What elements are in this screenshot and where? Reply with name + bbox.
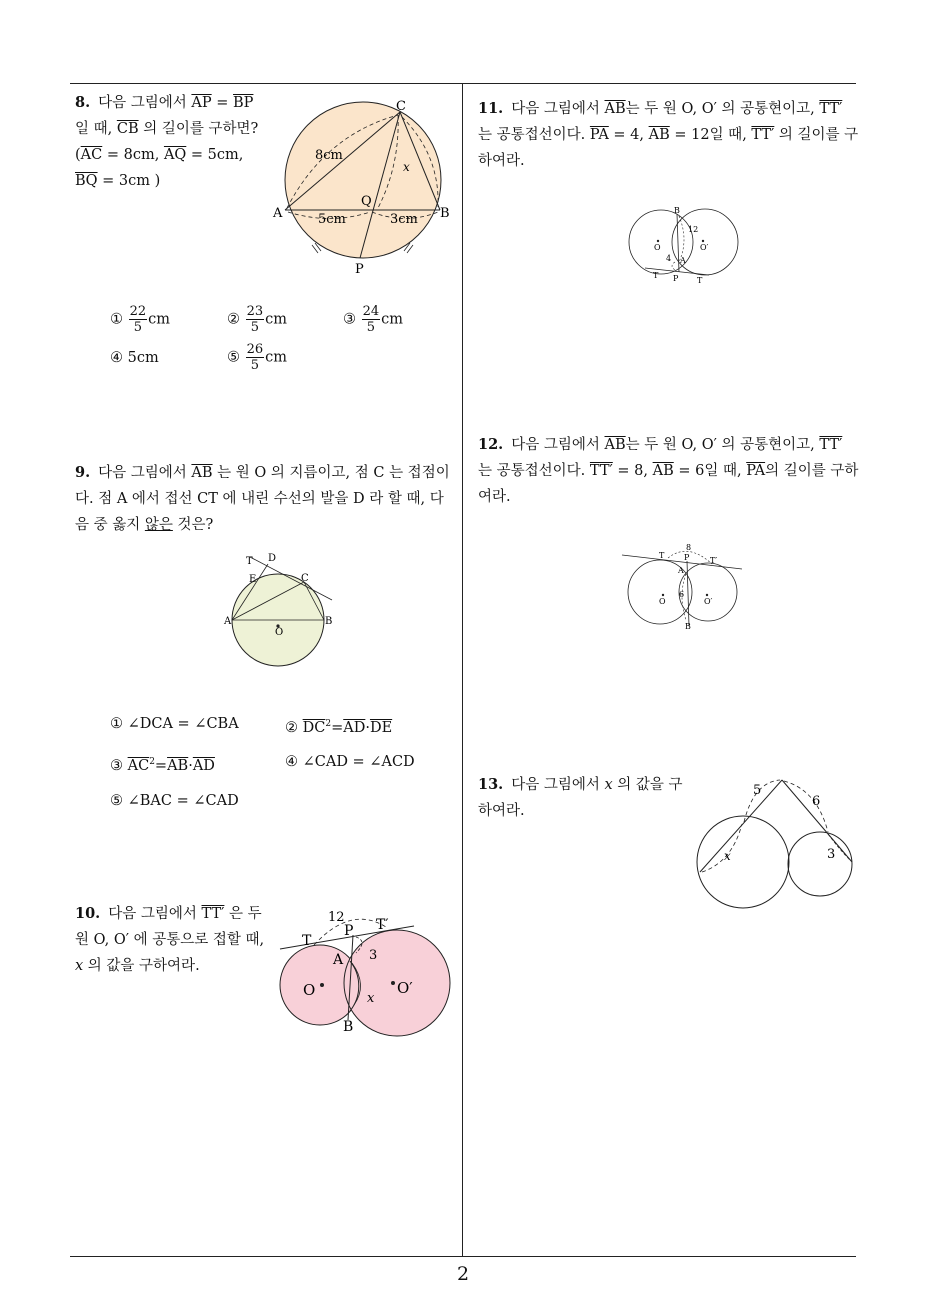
- label-3: 3: [369, 948, 378, 963]
- segment-tt: TT′: [201, 906, 225, 922]
- label-3: 3: [827, 847, 836, 862]
- center-dot: [391, 981, 395, 985]
- arc-dashed-4: [672, 262, 675, 270]
- fraction: $\frac{24}{5}$: [362, 304, 380, 335]
- problem-10-figure: [276, 905, 456, 1037]
- problem-11-figure: [625, 204, 745, 286]
- segment-ab: $\overline{AB}$: [604, 437, 626, 453]
- problem-number: 13.: [478, 776, 504, 793]
- center-dot: [320, 983, 324, 987]
- column-divider: [462, 84, 463, 1256]
- choice-2[interactable]: ② $\frac{23}{5}$ cm: [227, 304, 288, 335]
- choice-5[interactable]: ⑤ $\frac{26}{5}$ cm: [227, 342, 288, 373]
- label-x: x: [724, 849, 731, 863]
- label-q: Q: [361, 194, 372, 209]
- variable-x: x: [75, 958, 84, 974]
- segment-tt: TT′: [589, 463, 613, 479]
- problem-13-text: 13. 다음 그림에서 x 의 값을 구하여라.: [478, 776, 683, 819]
- problem-8-text: 8. 다음 그림에서 $\overline{AP} = \overline{BP}$ 일 때, $\overline{CB}$ 의 길이를 구하면? ($\overline{AC} = 8cm$, $\overline{AQ} = 5cm$, $\overline{BQ} = 3cm$ ): [75, 94, 259, 189]
- label-b: B: [440, 206, 450, 221]
- top-rule: [70, 83, 856, 84]
- page-number: 2: [456, 1263, 470, 1285]
- secant-right: [782, 780, 852, 862]
- label-5: 5: [753, 783, 762, 798]
- label-6: 6: [812, 794, 821, 809]
- label-12: 12: [328, 910, 345, 925]
- fraction: $\frac{23}{5}$: [246, 304, 264, 335]
- label-o-prime: O′: [700, 243, 709, 252]
- problem-13-figure: [692, 772, 857, 917]
- choice-3[interactable]: ③ $\overline{AC}^2=\overline{AB}\cdot\overline{AD}$: [110, 757, 215, 774]
- center-dot: [657, 240, 659, 242]
- label-t: T: [659, 551, 665, 560]
- label-p: P: [684, 553, 690, 562]
- segment-ab: $\overline{AB}$: [648, 127, 670, 143]
- problem-12-text: 12. 다음 그림에서 $\overline{AB}$는 두 원 O, O′ 의 공통현이고, TT′ 는 공통접선이다. TT′ = 8, $\overline{AB} = 6$일 때, $\overline{PA}$의 길이를 구하여라.: [478, 436, 859, 505]
- problem-number: 11.: [478, 100, 504, 117]
- arc-bp: $\overline{BP}$: [233, 95, 254, 111]
- label-o: O: [275, 627, 284, 638]
- variable-x: x: [604, 777, 613, 793]
- choice-4[interactable]: ④ 5cm: [110, 350, 159, 366]
- label-o-prime: O′: [704, 597, 713, 606]
- problem-9-text: 9. 다음 그림에서 $\overline{AB}$ 는 원 O 의 지름이고, 점 C 는 접점이다. 점 A 에서 접선 CT 에 내린 수선의 발을 D 라 할 때, 다음 중 옳지 않은 것은?: [75, 464, 450, 533]
- label-p: P: [344, 923, 354, 939]
- circle-o-prime: [672, 209, 738, 275]
- label-t: T: [246, 556, 253, 567]
- label-o: O: [654, 243, 661, 252]
- problem-11-text: 11. 다음 그림에서 $\overline{AB}$는 두 원 O, O′ 의 공통현이고, TT′ 는 공통접선이다. $\overline{PA} = 4$, $\overline{AB} = 12$일 때, TT′ 의 길이를 구하여라.: [478, 100, 859, 169]
- label-p: P: [355, 262, 364, 277]
- label-d: D: [268, 553, 277, 564]
- label-6: 6: [679, 590, 685, 599]
- circle-large: [697, 816, 789, 908]
- choice-5[interactable]: ⑤ ∠BAC = ∠CAD: [110, 793, 239, 809]
- line-tt: TT′: [819, 437, 843, 453]
- label-c: C: [301, 573, 309, 584]
- label-o-prime: O′: [397, 979, 413, 997]
- choice-1[interactable]: ① ∠DCA = ∠CBA: [110, 716, 239, 732]
- segment-ab: $\overline{AB}$: [652, 463, 674, 479]
- label-b: B: [343, 1019, 354, 1035]
- label-o: O: [303, 981, 316, 999]
- segment-ab: $\overline{AB}$: [604, 101, 626, 117]
- center-dot: [706, 594, 708, 596]
- bottom-rule: [70, 1256, 856, 1257]
- problem-10-text: 10. 다음 그림에서 TT′ 은 두 원 O, O′ 에 공통으로 접할 때, x 의 값을 구하여라.: [75, 905, 265, 974]
- label-a: A: [333, 952, 344, 968]
- arc-dashed-6: [784, 781, 828, 832]
- segment-aq: $\overline{AQ}$: [163, 147, 187, 163]
- label-x: x: [403, 160, 410, 174]
- label-t-prime: T′: [710, 556, 718, 565]
- label-t-prime: T′: [376, 917, 389, 933]
- label-8: 8: [686, 543, 692, 552]
- choice-4[interactable]: ④ ∠CAD = ∠ACD: [285, 754, 415, 770]
- label-c: C: [396, 99, 406, 114]
- circle-small: [788, 832, 852, 896]
- segment-ac: $\overline{AC}$: [80, 147, 103, 163]
- arc-dashed-5: [744, 780, 780, 822]
- label-t-prime: T: [697, 276, 703, 285]
- problem-12-figure: [620, 540, 745, 632]
- segment-cb: $\overline{CB}$: [116, 121, 139, 137]
- choice-2[interactable]: ② $\overline{DC}^2=\overline{AD}\cdot\overline{DE}$: [285, 719, 393, 736]
- label-a: A: [273, 206, 283, 221]
- segment-pa: $\overline{PA}$: [589, 127, 609, 143]
- label-4: 4: [666, 254, 672, 263]
- problem-9-figure: [222, 548, 342, 670]
- label-5cm: 5cm: [318, 212, 346, 227]
- label-a: A: [678, 566, 684, 575]
- arc-ap: $\overline{AP}$: [191, 95, 212, 111]
- circle: [285, 102, 441, 258]
- problem-number: 12.: [478, 436, 504, 453]
- label-b: B: [674, 206, 680, 215]
- line-tt: TT′: [819, 101, 843, 117]
- underlined-word: 않은: [144, 517, 173, 533]
- fraction: $\frac{26}{5}$: [246, 342, 264, 373]
- label-e: E: [249, 574, 257, 585]
- choice-1[interactable]: ① $\frac{22}{5}$ cm: [110, 304, 171, 335]
- segment-tt: TT′: [751, 127, 775, 143]
- center-dot: [662, 594, 664, 596]
- fraction: $\frac{22}{5}$: [129, 304, 147, 335]
- label-x: x: [367, 991, 375, 1006]
- problem-8-figure: [270, 95, 460, 280]
- choice-3[interactable]: ③ $\frac{24}{5}$ cm: [343, 304, 404, 335]
- label-a: A: [680, 256, 686, 265]
- arc-dashed-8: [668, 551, 712, 564]
- label-o: O: [659, 597, 666, 606]
- problem-number: 8.: [75, 94, 91, 111]
- secant-left: [700, 780, 782, 872]
- problem-number: 10.: [75, 905, 101, 922]
- label-p: P: [673, 274, 679, 283]
- label-12: 12: [688, 225, 699, 234]
- label-t: T: [653, 271, 659, 280]
- label-a: A: [224, 616, 232, 627]
- segment-pa: $\overline{PA}$: [746, 463, 766, 479]
- segment-bq: $\overline{BQ}$: [75, 173, 98, 189]
- center-dot: [702, 240, 704, 242]
- label-3cm: 3cm: [390, 212, 418, 227]
- label-8cm: 8cm: [315, 148, 343, 163]
- segment-ab: $\overline{AB}$: [191, 465, 213, 481]
- label-b: B: [325, 616, 333, 627]
- label-b: B: [685, 622, 691, 631]
- label-t: T: [302, 933, 312, 949]
- problem-number: 9.: [75, 464, 91, 481]
